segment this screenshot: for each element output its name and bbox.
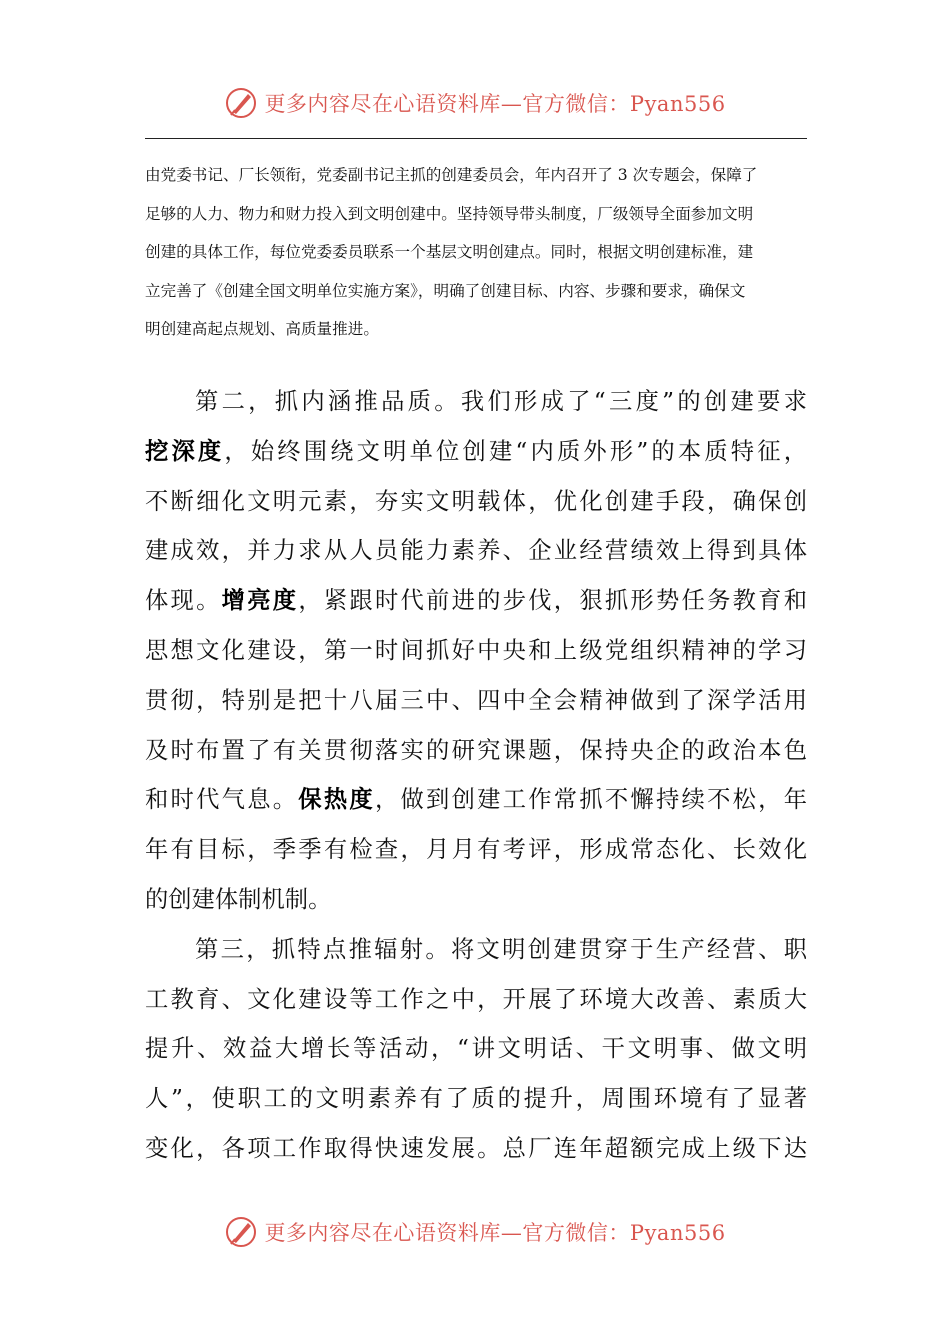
paragraph-3-line: 变化，各项工作取得快速发展。总厂连年超额完成上级下达 [145,1134,807,1162]
footer-banner [0,1207,950,1257]
quill-logo-icon [224,86,258,120]
body-text [145,380,807,1177]
header-banner-text: 更多内容尽在心语资料库—官方微信：Pyan556 [264,92,726,116]
paragraph-3-line: 工教育、文化建设等工作之中，开展了环境大改善、素质大 [145,985,807,1013]
paragraph-3-line: 提升、效益大增长等活动，“讲文明话、干文明事、做文明 [145,1035,807,1063]
text-line: 立完善了《创建全国文明单位实施方案》，明确了创建目标、内容、步骤和要求，确保文 [145,281,746,300]
header-divider [145,138,807,139]
quill-logo-icon [224,1215,258,1249]
paragraph-2-line: 体现。增亮度，紧跟时代前进的步伐，狠抓形势任务教育和 [145,587,807,615]
text-line: 足够的人力、物力和财力投入到文明创建中。坚持领导带头制度，厂级领导全面参加文明 [145,204,754,223]
text-line: 创建的具体工作，每位党委委员联系一个基层文明创建点。同时，根据文明创建标准，建 [145,243,754,261]
paragraph-2-line: 思想文化建设，第一时间抓好中央和上级党组织精神的学习 [145,636,807,664]
text-line: 由党委书记、厂长领衔，党委副书记主抓的创建委员会，年内召开了 3 次专题会，保障了 [145,166,758,184]
bold-term: 保热度 [298,786,375,814]
paragraph-2-line: 不断细化文明元素，夯实文明载体，优化创建手段，确保创 [145,487,807,515]
paragraph-2-line: 和时代气息。保热度，做到创建工作常抓不懈持续不松，年 [145,786,807,814]
paragraph-2-line: 第二，抓内涵推品质。我们形成了“三度”的创建要求 [195,388,807,415]
footer-banner-text: 更多内容尽在心语资料库—官方微信：Pyan556 [264,1221,726,1245]
paragraph-3-line: 人”，使职工的文明素养有了质的提升，周围环境有了显著 [145,1085,807,1113]
paragraph-2-line: 及时布置了有关贯彻落实的研究课题，保持央企的政治本色 [145,736,807,764]
paragraph-3-line: 第三，抓特点推辐射。将文明创建贯穿于生产经营、职 [195,935,807,963]
header-banner [0,78,950,128]
paragraph-2-line: 贯彻，特别是把十八届三中、四中全会精神做到了深学活用 [145,686,807,714]
paragraph-2-line: 建成效，并力求从人员能力素养、企业经营绩效上得到具体 [145,537,807,565]
bold-term: 增亮度 [221,587,299,615]
paragraph-2-line: 年有目标，季季有检查，月月有考评，形成常态化、长效化 [145,836,807,864]
bold-term: 挖深度 [145,437,225,465]
paragraph-2-line: 挖深度，始终围绕文明单位创建“内质外形”的本质特征， [145,437,807,465]
intro-paragraph [145,160,807,353]
paragraph-2-line: 的创建体制机制。 [145,885,332,913]
text-line: 明创建高起点规划、高质量推进。 [145,320,379,338]
